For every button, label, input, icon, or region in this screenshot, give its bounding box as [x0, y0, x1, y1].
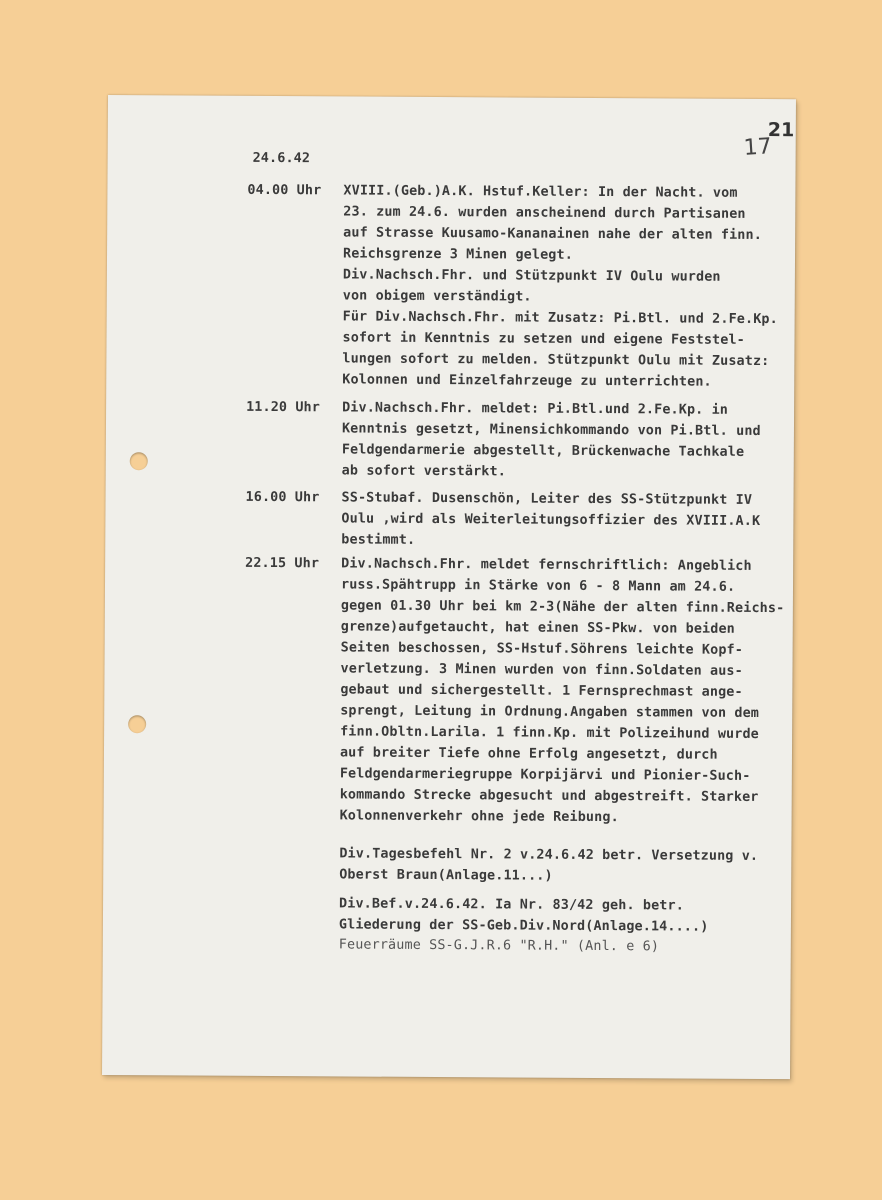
text-line: auf breiter Tiefe ohne Erfolg angesetzt, durch — [339, 745, 718, 763]
text-line: Div.Nachsch.Fhr. meldet: Pi.Btl.und 2.Fe.Kp. in — [342, 400, 729, 418]
entry-time: 16.00 Uhr — [245, 489, 320, 506]
footnote-line: Feuerräume SS-G.J.R.6 "R.H." (Anl. e 6) — [338, 937, 660, 955]
text-line: Gliederung der SS-Geb.Div.Nord(Anlage.14....) — [338, 917, 709, 935]
punch-hole — [130, 452, 148, 470]
text-line: von obigem verständigt. — [342, 288, 532, 305]
text-line: bestimmt. — [341, 532, 416, 548]
text-line: Feldgendarmeriegruppe Korpijärvi und Pionier-Such- — [339, 766, 751, 784]
text-line: Reichsgrenze 3 Minen gelegt. — [342, 246, 574, 263]
entry-text — [341, 400, 761, 490]
stamp-number: 17 — [742, 134, 773, 161]
text-line: 23. zum 24.6. wurden anscheinend durch Partisanen — [343, 204, 746, 222]
text-line: gegen 01.30 Uhr bei km 2-3(Nähe der alten finn.Reichs- — [340, 598, 785, 617]
text-line: sofort in Kenntnis zu setzen und eigene Feststel- — [342, 330, 745, 348]
text-line: lungen sofort zu melden. Stützpunkt Oulu mit Zusatz: — [342, 351, 770, 370]
text-line: sprengt, Leitung in Ordnung.Angaben stammen von dem — [340, 703, 760, 721]
entry-text — [342, 183, 778, 390]
page-number: 21 — [767, 119, 795, 142]
text-line: Für Div.Nachsch.Fhr. mit Zusatz: Pi.Btl. und 2.Fe.Kp. — [342, 309, 778, 328]
text-line: Kolonnenverkehr ohne jede Reibung. — [339, 808, 619, 826]
text-line: kommando Strecke abgesucht und abgestreift. Starker — [339, 787, 759, 805]
text-line: finn.Obltn.Larila. 1 finn.Kp. mit Polizeihund wurde — [340, 724, 759, 742]
entry-time: 04.00 Uhr — [247, 182, 322, 199]
text-line: Seiten beschossen, SS-Hstuf.Söhrens leichte Kopf- — [340, 640, 744, 658]
text-line: Oulu ,wird als Weiterleitungsoffizier des XVIII.A.K — [341, 511, 761, 529]
text-line: russ.Spähtrupp in Stärke von 6 - 8 Mann am 24.6. — [340, 577, 736, 595]
entry-time: 22.15 Uhr — [245, 555, 320, 572]
text-line: auf Strasse Kuusamo-Kananainen nahe der alten finn. — [343, 225, 763, 243]
text-line: verletzung. 3 Minen wurden von finn.Soldaten aus- — [340, 661, 743, 679]
text-line: Kolonnen und Einzelfahrzeuge zu unterrichten. — [342, 372, 712, 390]
text-line: Kenntnis gesetzt, Minensichkommando von Pi.Btl. und — [341, 421, 761, 439]
text-line: Div.Bef.v.24.6.42. Ia Nr. 83/42 geh. betr. — [339, 896, 685, 914]
text-line: Div.Nachsch.Fhr. meldet fernschriftlich: Angeblich — [341, 556, 752, 574]
text-line: Oberst Braun(Anlage.11...) — [339, 867, 553, 884]
entry-time: 11.20 Uhr — [246, 399, 321, 416]
text-line: Div.Nachsch.Fhr. und Stützpunkt IV Oulu wurden — [342, 267, 721, 285]
text-line: gebaut und sichergestellt. 1 Fernsprechmast ange- — [340, 682, 743, 700]
text-line: Feldgendarmerie abgestellt, Brückenwache Tachkale — [341, 442, 745, 460]
text-line: XVIII.(Geb.)A.K. Hstuf.Keller: In der Nacht. vom — [343, 183, 738, 201]
punch-hole — [128, 715, 146, 733]
entry-text — [339, 556, 785, 826]
text-line: grenze)aufgetaucht, hat einen SS-Pkw. von beiden — [340, 619, 735, 637]
text-line: Div.Tagesbefehl Nr. 2 v.24.6.42 betr. Versetzung v. — [339, 846, 759, 864]
journal-date: 24.6.42 — [252, 150, 311, 167]
text-line: ab sofort verstärkt. — [341, 463, 507, 480]
text-line: SS-Stubaf. Dusenschön, Leiter des SS-Stützpunkt IV — [341, 490, 753, 508]
document-page — [102, 95, 796, 1079]
